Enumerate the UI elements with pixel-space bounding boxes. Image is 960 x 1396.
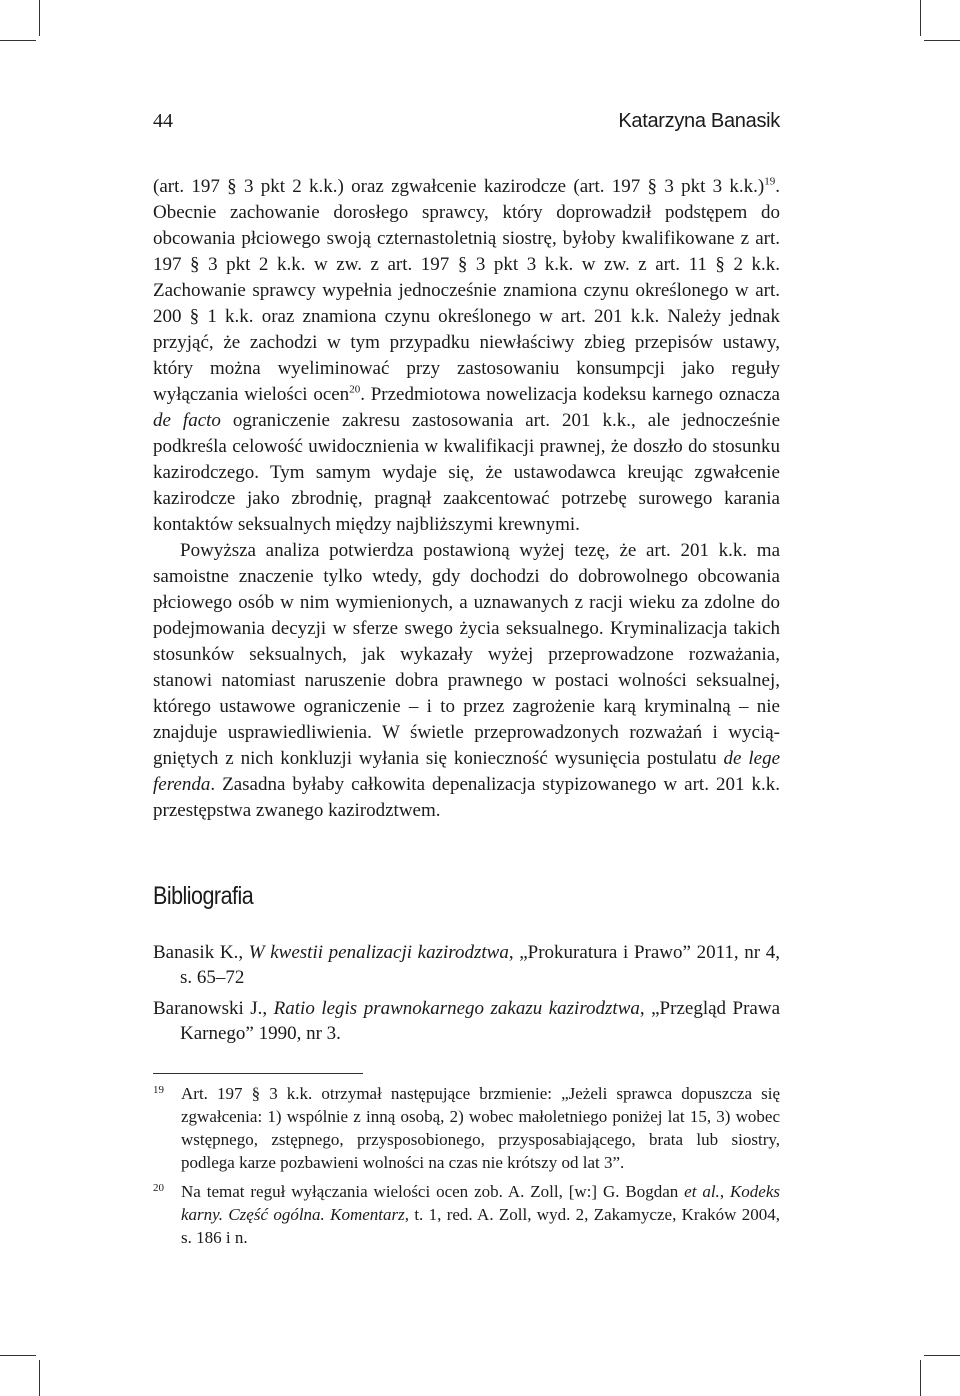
paragraph	[153, 538, 780, 824]
text-run: . Obecnie zachowanie dorosłego sprawcy, który doprowadził podstępem do obcowania płciowego swoją czternastoletnią siostrę, byłoby kwalifikowane z art. 197 § 3 pkt 2 k.k. w zw. z art. 197 § 3 pkt 3 k.k. w zw. z art. 11 § 2 k.k. Zachowanie sprawcy wypełnia jednocześnie znamiona czynu określonego w art. 200 § 1 k.k. oraz znamiona czynu określonego w art. 201 k.k. Należy jednak przyjąć, że zachodzi w tym przypadku niewłaściwy zbieg przepisów ustawy, który można wyeliminować przy zastosowaniu konsumpcji jako reguły wyłączania wielości ocen	[153, 176, 780, 405]
footnote-text: Art. 197 § 3 k.k. otrzymał następujące brzmienie: „Jeżeli sprawca dopuszcza się zgwałcenia: 1) wspólnie z inną osobą, 2) wobec małoletniego poniżej lat 15, 3) wobec wstępnego, zstępnego, przysposobionego, przysposabiającego, brata lub siostry, podlega karze pozbawieni wolności na czas nie krótszy od lat 3”.	[181, 1084, 780, 1172]
crop-mark	[920, 1360, 921, 1396]
crop-mark	[920, 0, 921, 36]
bib-source: , „Prokuratura i Prawo” 2011, nr 4, s. 65–72	[180, 942, 780, 988]
italic-term: de facto	[153, 410, 221, 431]
text-run: Na temat reguł wyłączania wielości ocen zob. A. Zoll, [w:] G. Bogdan	[181, 1182, 685, 1201]
italic-title: Kodeks karny. Część ogólna. Komentarz	[181, 1182, 781, 1224]
footnote-divider	[153, 1073, 363, 1074]
italic-term: de lege ferenda	[153, 748, 781, 795]
footnote-20	[153, 1180, 780, 1249]
paragraph	[153, 174, 780, 538]
crop-mark	[924, 1355, 960, 1356]
crop-mark	[0, 1355, 36, 1356]
footnote-19	[153, 1082, 780, 1174]
bib-source: , „Przegląd Prawa Karnego” 1990, nr 3.	[180, 998, 780, 1044]
footnotes	[153, 1082, 780, 1255]
footnote-text	[181, 1180, 780, 1249]
bib-title: W kwestii penalizacji kazirodztwa	[248, 942, 509, 963]
crop-mark	[0, 40, 36, 41]
bibliography-list	[153, 940, 780, 1052]
bib-author: Baranowski J.,	[153, 998, 274, 1019]
text-run: , t. 1, red. A. Zoll, wyd. 2, Zakamycze, Kraków 2004, s. 186 i n.	[181, 1205, 780, 1247]
bib-author: Banasik K.,	[153, 942, 249, 963]
page-number: 44	[153, 110, 173, 132]
text-run: ,	[719, 1182, 730, 1201]
section-title: Bibliografia	[153, 882, 254, 910]
crop-mark	[924, 40, 960, 41]
text-run: . Przedmiotowa nowelizacja kodeksu karnego oznacza	[360, 384, 780, 405]
text-run: (art. 197 § 3 pkt 2 k.k.) oraz zgwałcenie kazirodcze (art. 197 § 3 pkt 3 k.k.)	[153, 176, 765, 197]
running-head	[153, 110, 780, 133]
text-run: ograniczenie zakresu zastosowania art. 201 k.k., ale jednocześnie podkreśla celowość uwidocznienia w kwalifikacji prawnej, że doszło do stosunku kazirodczego. Tym samym wydaje się, że ustawodawca kreując zgwałcenie kazirodcze jako zbrodnię, pragnął zaakcentować potrzebę surowego karania kontaktów seksualnych między najbliższymi krewnymi.	[153, 410, 780, 535]
crop-mark	[39, 0, 40, 36]
bib-title: Ratio legis prawnokarnego zakazu kazirodztwa	[273, 998, 640, 1019]
footnote-number: 19	[153, 1084, 164, 1096]
text-run: Powyższa analiza potwierdza postawioną wyżej tezę, że art. 201 k.k. ma samoistne znaczenie tylko wtedy, gdy dochodzi do dobrowolnego obcowania płciowego osób w nim wymienionych, a uznawanych z racji wieku za zdolne do podejmowania decyzji w sferze swego życia seksualnego. Kryminalizacja takich stosunków seksualnych, jak wykazały wyżej przeprowadzone rozważania, stanowi natomiast naruszenie dobra prawnego w postaci wolności seksualnej, którego ustawowe ograniczenie – i to przez zagrożenie karą kryminalną – nie znajduje usprawiedliwienia. W świetle przeprowadzonych rozważań i wyciągniętych z nich konkluzji wyłania się konieczność wysunięcia postulatu	[153, 540, 780, 769]
text-run: . Zasadna byłaby całkowita depenalizacja stypizowanego w art. 201 k.k. przestępstwa zwanego kazirodztwem.	[153, 774, 780, 821]
footnote-ref-19[interactable]: 19	[764, 175, 776, 188]
footnote-ref-20[interactable]: 20	[349, 383, 361, 396]
crop-mark	[39, 1360, 40, 1396]
bibliography-entry	[153, 996, 780, 1046]
running-head-author: Katarzyna Banasik	[618, 110, 780, 132]
bibliography-entry	[153, 940, 780, 990]
footnote-number: 20	[153, 1182, 164, 1194]
italic-term: et al.	[684, 1182, 720, 1201]
body-text	[153, 174, 780, 824]
